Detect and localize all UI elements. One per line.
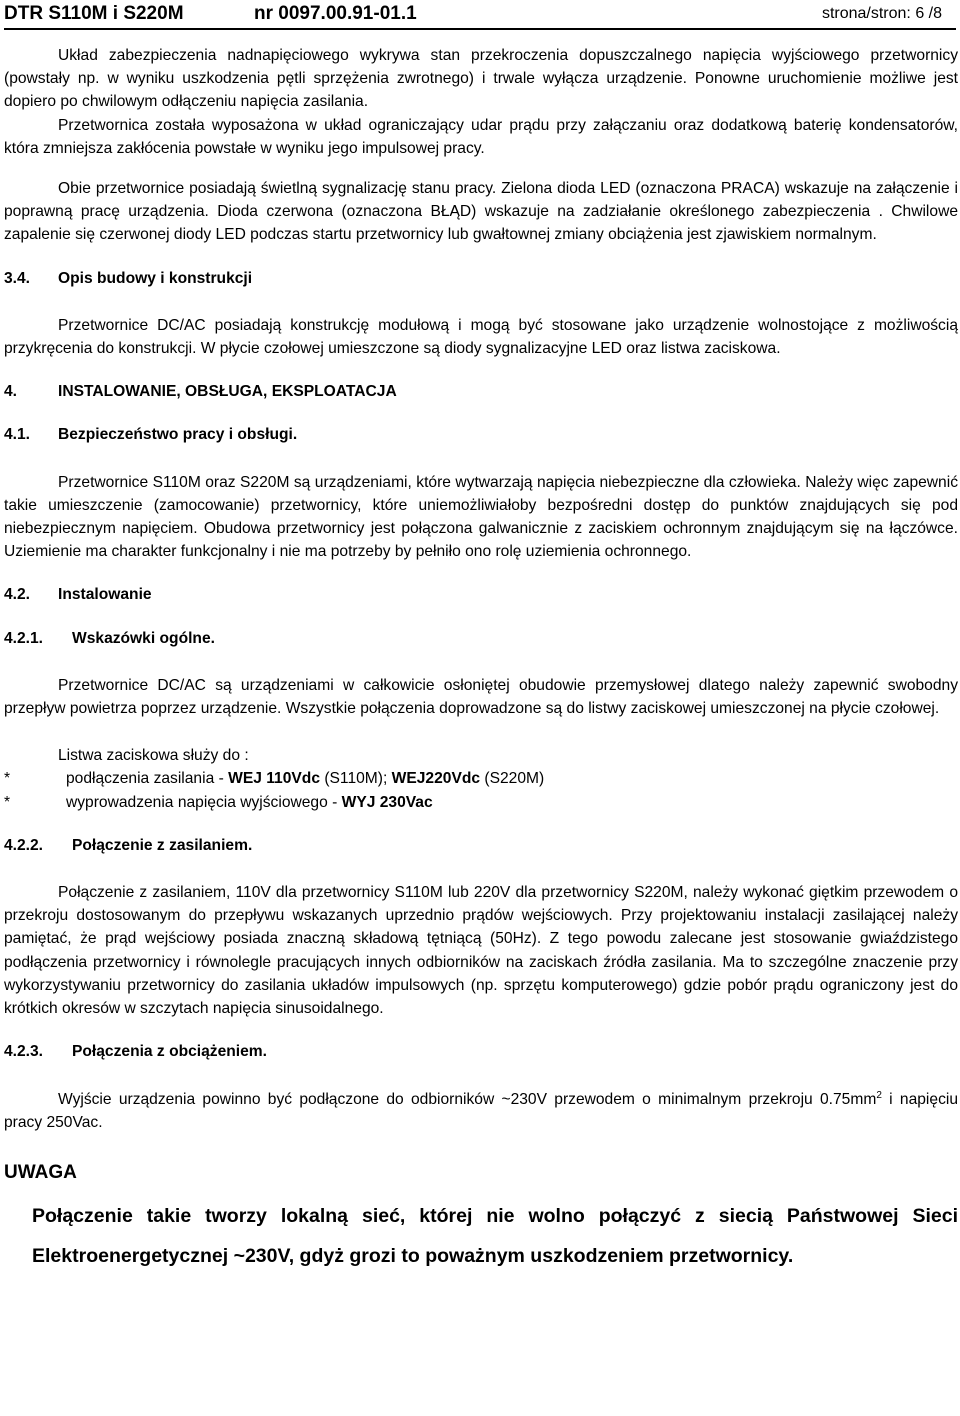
paragraph-load-connection: Wyjście urządzenia powinno być podłączone do odbiorników ~230V przewodem o minimalnym przekroju $0.75mm^2$ i napięciu pracy 250Vac.: [4, 1089, 958, 1131]
section-number: 4.2.1.: [4, 629, 44, 647]
section-heading-4-2-2: [4, 834, 958, 857]
section-number: 4.2.: [4, 586, 31, 604]
section-title: Bezpieczeństwo pracy i obsługi.: [58, 426, 298, 444]
page-header: [4, 2, 956, 30]
terminal-list-intro: Listwa zaciskowa służy do :: [58, 747, 249, 765]
section-heading-4-1: [4, 423, 958, 446]
section-heading-4-2: [4, 583, 958, 606]
section-number: 4.2.2.: [4, 836, 44, 854]
paragraph-inrush: Przetwornica została wyposażona w układ ograniczający udar prądu przy załączaniu oraz dodatkową baterię kondensatorów, która zmniejsza zakłócenia powstałe w wyniku jego impulsowej pracy.: [4, 116, 958, 157]
section-title: INSTALOWANIE, OBSŁUGA, EKSPLOATACJA: [58, 383, 397, 401]
section-heading-4-2-3: [4, 1040, 958, 1063]
section-title: Wskazówki ogólne.: [72, 629, 215, 647]
paragraph-power-connection: Połączenie z zasilaniem, 110V dla przetwornicy S110M lub 220V dla przetwornicy S220M, należy wykonać giętkim przewodem o przekroju dostosowanym do przepływu wskazanych uprzednio prądów wejściowych. Przy projektowaniu instalacji zasilającej należy pamiętać, że prąd wejściowy posiada znaczną składową tętniącą (50Hz). Z tego powodu zalecane jest stosowanie gwiaździstego podłączenia przetwornicy i równolegle pracujących innych odbiorników na zaciskach źródła zasilania. Ma to szczególne znaczenie przy wykorzystywaniu przetwornicy do zasilania układów impulsowych (np. sprzętu komputerowego) gdzie pobór prądu ograniczony jest do krótkich okresów w szczytach napięcia sinusoidalnego.: [4, 884, 958, 1018]
paragraph-construction: Przetwornice DC/AC posiadają konstrukcję modułową i mogą być stosowane jako urządzenie wolnostojące z możliwością przykręcenia do konstrukcji. W płycie czołowej umieszczone są diody sygnalizacyjne LED oraz listwa zaciskowa.: [4, 316, 958, 358]
section-number: 4.2.3.: [4, 1043, 44, 1061]
header-doc-number: nr 0097.00.91-01.1: [254, 3, 417, 24]
paragraph-overvoltage: Układ zabezpieczenia nadnapięciowego wykrywa stan przekroczenia dopuszczalnego napięcia wyjściowego przetwornicy (powstały np. w wyniku uszkodzenia pętli sprzężenia zwrotnego) i trwale wyłącza urządzenie. Ponowne uruchomienie możliwe jest dopiero po chwilowym odłączeniu napięcia zasilania.: [4, 47, 958, 111]
list-item: * podłączenia zasilania - WEJ 110Vdc (S110M); WEJ220Vdc (S220M): [4, 770, 545, 788]
section-heading-3-4: [4, 267, 958, 290]
section-title: Opis budowy i konstrukcji: [58, 269, 253, 287]
section-number: 4.: [4, 383, 18, 401]
paragraph-signaling: Obie przetwornice posiadają świetlną sygnalizację stanu pracy. Zielona dioda LED (oznaczona PRACA) wskazuje na załączenie i poprawną pracę urządzenia. Dioda czerwona (oznaczona BŁĄD) wskazuje na zadziałanie określonego zabezpieczenia . Chwilowe zapalenie się czerwonej diody LED podczas startu przetwornicy lub gwałtownej zmiany obciążenia jest zjawiskiem normalnym.: [4, 180, 958, 244]
section-heading-4-2-1: [4, 627, 958, 650]
section-title: Połączenia z obciążeniem.: [72, 1043, 267, 1061]
warning-text: Połączenie takie tworzy lokalną sieć, której nie wolno połączyć z siecią Państwowej Sieci Elektroenergetycznej ~230V, gdyż grozi to poważnym uszkodzeniem przetwornicy.: [32, 1204, 958, 1267]
section-number: 4.1.: [4, 426, 31, 444]
warning-label: UWAGA: [4, 1161, 77, 1183]
paragraph-general-guidance: Przetwornice DC/AC są urządzeniami w całkowicie osłoniętej obudowie przemysłowej dlatego należy zapewnić swobodny przepływ powietrza poprzez urządzenie. Wszystkie połączenia doprowadzone są do listwy zaciskowej umieszczonej na płycie czołowej.: [4, 676, 958, 718]
section-title: Instalowanie: [58, 586, 152, 604]
section-heading-4: [4, 380, 958, 403]
header-title: DTR S110M i S220M: [4, 3, 184, 24]
section-number: 3.4.: [4, 269, 31, 287]
section-title: Połączenie z zasilaniem.: [72, 836, 253, 854]
document-body: [4, 44, 958, 1276]
header-page-label: strona/stron: 6 /8: [821, 5, 942, 22]
list-item: * wyprowadzenia napięcia wyjściowego - WYJ 230Vac: [4, 793, 433, 811]
paragraph-safety: Przetwornice S110M oraz S220M są urządzeniami, które wytwarzają napięcia niebezpieczne dla człowieka. Należy więc zapewnić takie umieszczenie (zamocowanie) przetwornicy, które uniemożliwiałoby bezpośredni dostęp do punktów znajdujących się pod niebezpiecznym napięciem. Obudowa przetwornicy jest połączona galwanicznie z zaciskiem ochronnym znajdującym się na łączówce. Uziemienie ma charakter funkcjonalny i nie ma potrzeby by pełniło ono rolę uziemienia ochronnego.: [4, 473, 958, 561]
